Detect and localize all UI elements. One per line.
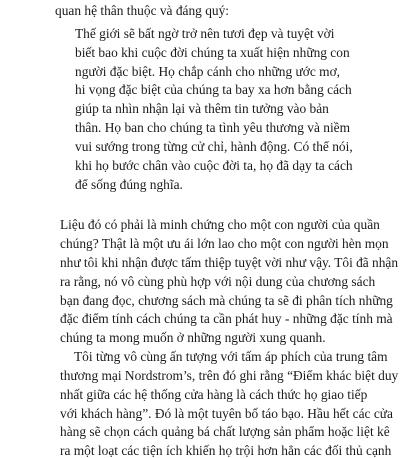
quote-line: để sống đúng nghĩa.	[75, 177, 183, 192]
body-line: chúng ta mong muốn ở những người xung quanh.	[60, 330, 326, 345]
quote-line: Thế giới sẽ bất ngờ trở nên tươi đẹp và tuyệt vời	[75, 26, 335, 41]
body-line: hàng sẽ chọn cách quảng bá chất lượng sản phẩm hoặc liệt kê	[60, 424, 390, 439]
body-line: Liệu đó có phải là minh chứng cho một con người của quần	[60, 217, 380, 232]
quote-line: người đặc biệt. Họ chắp cánh cho những ước mơ,	[75, 64, 341, 79]
body-line: thương mại Nordstrom’s, trên đó ghi rằng “Điểm khác biệt duy	[60, 368, 399, 383]
body-line: Tôi từng vô cùng ấn tượng với tấm áp phích của trung tâm	[74, 349, 388, 364]
quote-line: giúp ta nhìn nhận lại và thêm tin tưởng vào bản	[75, 101, 329, 116]
quote-line: khi họ bước chân vào cuộc đời ta, họ đã dạy ta cách	[75, 158, 353, 173]
quote-line: biết bao khi cuộc đời chúng ta xuất hiện những con	[75, 45, 350, 60]
body-line: chúng? Thật là một ưu ái lớn lao cho một con người hèn mọn	[60, 236, 389, 251]
body-line: ra một loạt các tiện ích khiến họ trội hơn hẳn các đối thủ cạnh	[60, 443, 392, 458]
quote-line: vui sướng trong từng cử chỉ, hành động. Có thể nói,	[75, 139, 353, 154]
body-line: như tôi khi nhận được tấm thiệp tuyệt vời như vậy. Tôi đã nhận	[60, 255, 399, 270]
body-line: bạn đang đọc, chương sách mà chúng ta sẽ đi phân tích những	[60, 293, 393, 308]
body-line: nhất giữa các hệ thống cửa hàng là cách thức họ giao tiếp	[60, 387, 368, 402]
intro-line: quan hệ thân thuộc và đáng quý:	[55, 3, 230, 18]
quote-line: thân. Họ ban cho chúng ta tình yêu thương và niềm	[75, 120, 351, 135]
quote-line: hi vọng đặc biệt của chúng ta bay xa hơn bằng cách	[75, 82, 352, 97]
body-line: đặc điểm tính cách chúng ta cần phát huy - những đặc tính mà	[60, 311, 393, 326]
body-line: ra rằng, nó vô cùng phù hợp với nội dung của chương sách	[60, 274, 376, 289]
body-line: với khách hàng”. Đó là một tuyên bố táo bạo. Hầu hết các cửa	[60, 406, 393, 421]
